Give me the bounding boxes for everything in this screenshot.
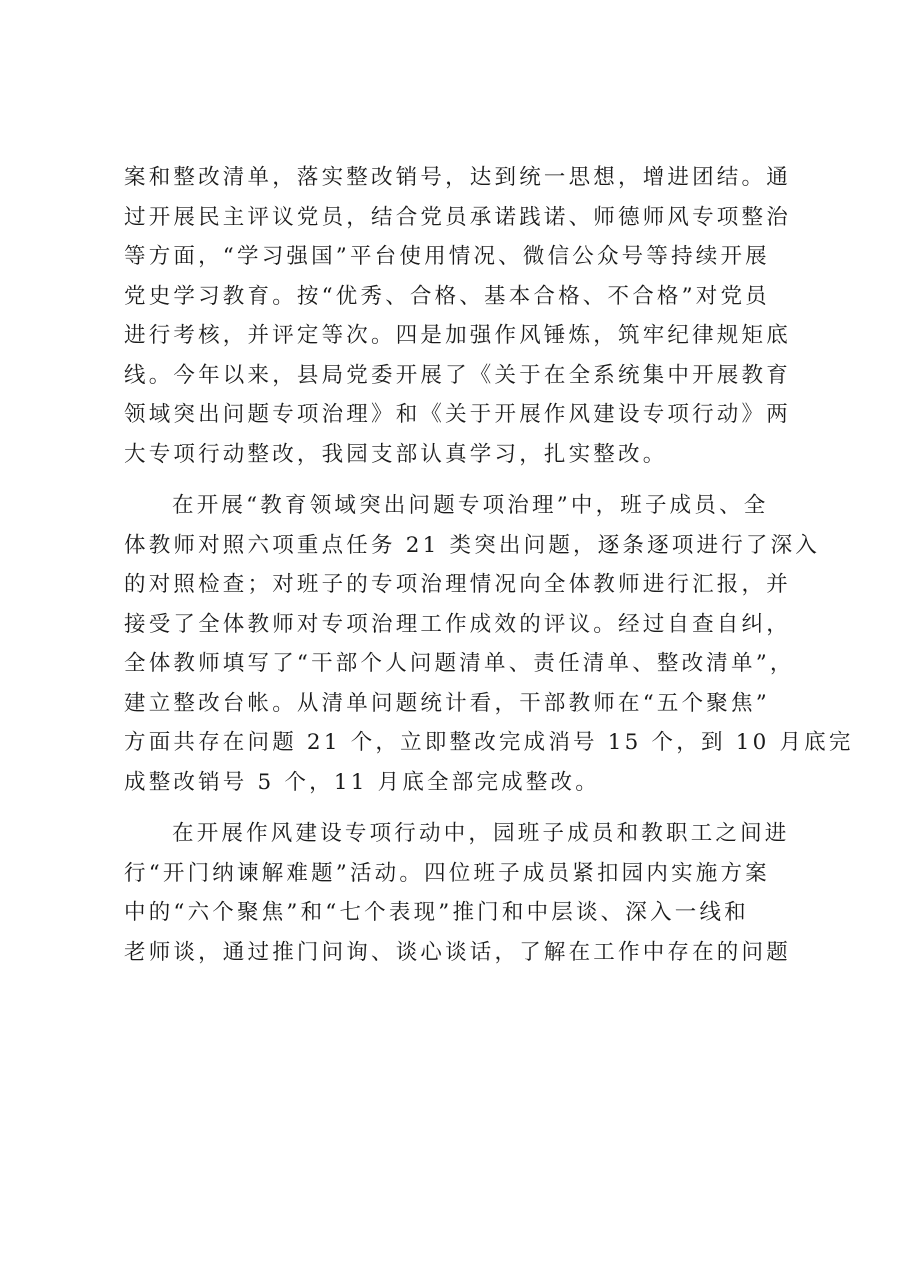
text-line: 全体教师填写了“干部个人问题清单、责任清单、整改清单”， (124, 651, 795, 676)
text-line: 案和整改清单，落实整改销号，达到统一思想，增进团结。通 (124, 165, 791, 190)
paragraph-spacer (124, 802, 804, 814)
text-line: 线。今年以来，县局党委开展了《关于在全系统集中开展教育 (124, 362, 791, 388)
text-line: 方面共存在问题 21 个，立即整改完成消号 15 个，到 10 月底完 (124, 730, 854, 755)
text-line: 大专项行动整改，我园支部认真学习，扎实整改。 (124, 441, 668, 467)
text-line: 党史学习教育。按“优秀、合格、基本合格、不合格”对党员 (124, 283, 770, 309)
text-line: 接受了全体教师对专项治理工作成效的评议。经过自查自纠， (124, 611, 791, 637)
paragraph-3 (124, 814, 804, 972)
text-line: 等方面，“学习强国”平台使用情况、微信公众号等持续开展 (124, 244, 770, 269)
text-line: 老师谈，通过推门问询、谈心谈话，了解在工作中存在的问题 (124, 939, 791, 965)
text-line: 体教师对照六项重点任务 21 类突出问题，逐条逐项进行了深入 (124, 532, 821, 558)
text-line: 过开展民主评议党员，结合党员承诺践诺、师德师风专项整治 (124, 204, 791, 230)
paragraph-2 (124, 486, 854, 802)
text-line: 在开展“教育领域突出问题专项治理”中，班子成员、全 (172, 493, 769, 518)
text-line: 在开展作风建设专项行动中，园班子成员和教职工之间进 (172, 821, 790, 846)
text-line: 建立整改台帐。从清单问题统计看，干部教师在“五个聚焦” (124, 690, 770, 716)
text-line: 进行考核，并评定等次。四是加强作风锤炼，筑牢纪律规矩底 (124, 323, 791, 348)
text-line: 成整改销号 5 个，11 月底全部完成整改。 (124, 769, 600, 795)
paragraph-1 (124, 158, 804, 474)
text-line: 领域突出问题专项治理》和《关于开展作风建设专项行动》两 (124, 402, 791, 427)
text-line: 的对照检查；对班子的专项治理情况向全体教师进行汇报，并 (124, 572, 791, 597)
text-line: 行“开门纳谏解难题”活动。四位班子成员紧扣园内实施方案 (124, 860, 770, 886)
document-body (124, 158, 854, 972)
paragraph-spacer (124, 474, 804, 486)
text-line: 中的“六个聚焦”和“七个表现”推门和中层谈、深入一线和 (124, 900, 749, 925)
